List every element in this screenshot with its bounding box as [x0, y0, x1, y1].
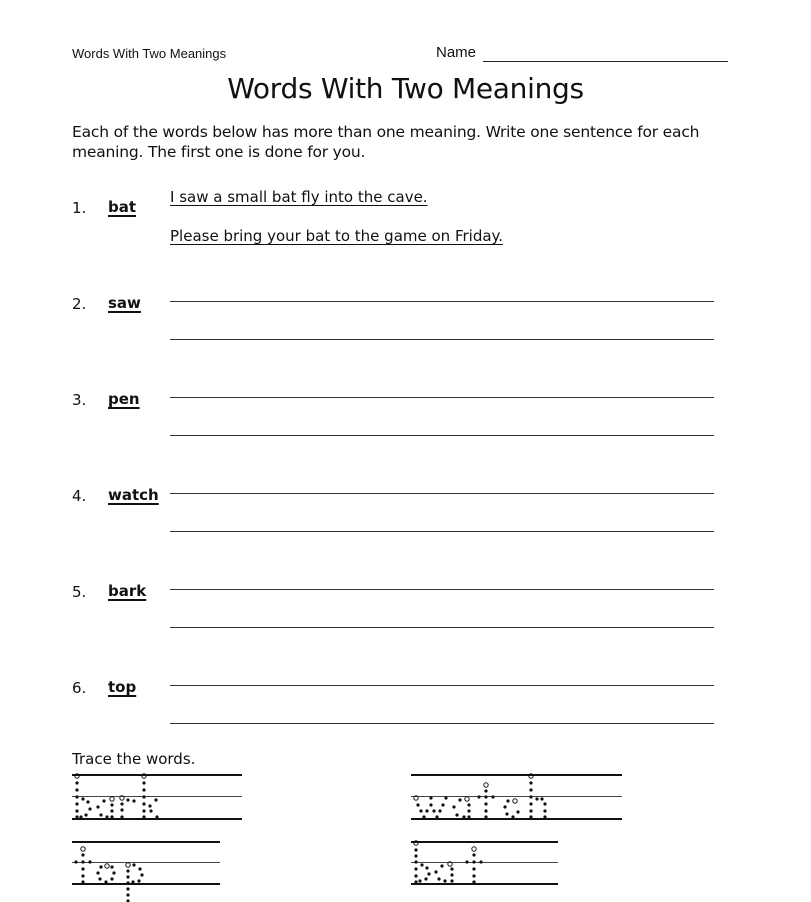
- item-number: 5.: [72, 583, 87, 601]
- trace-box-bat[interactable]: [411, 841, 558, 889]
- item-word: top: [108, 678, 137, 696]
- answer-line-1[interactable]: [170, 589, 714, 590]
- item-word: saw: [108, 294, 141, 312]
- name-label: Name: [436, 44, 477, 61]
- answer-line-2[interactable]: [170, 531, 714, 532]
- item-word: bark: [108, 582, 147, 600]
- trace-box-watch[interactable]: [411, 774, 622, 822]
- sample-sentence-2: Please bring your bat to the game on Friday.: [170, 227, 504, 245]
- page-title: Words With Two Meanings: [227, 72, 584, 105]
- answer-line-1[interactable]: [170, 301, 714, 302]
- dotted-word-top: [72, 841, 220, 902]
- answer-line-1[interactable]: [170, 493, 714, 494]
- trace-heading: Trace the words.: [72, 750, 196, 768]
- answer-line-2[interactable]: [170, 435, 714, 436]
- item-number: 3.: [72, 391, 87, 409]
- item-number: 2.: [72, 295, 87, 313]
- item-word: bat: [108, 198, 137, 216]
- item-number: 1.: [72, 199, 87, 217]
- item-word: watch: [108, 486, 159, 504]
- answer-line-1[interactable]: [170, 397, 714, 398]
- item-number: 4.: [72, 487, 87, 505]
- instructions: Each of the words below has more than one meaning. Write one sentence for each meaning. The first one is done for you.: [72, 123, 700, 161]
- item-word: pen: [108, 390, 140, 408]
- dotted-word-bark: [72, 774, 242, 822]
- dotted-word-watch: [411, 774, 622, 822]
- answer-line-2[interactable]: [170, 627, 714, 628]
- sample-sentence-1: I saw a small bat fly into the cave.: [170, 188, 428, 206]
- item-number: 6.: [72, 679, 87, 697]
- trace-box-bark[interactable]: [72, 774, 242, 822]
- trace-box-top[interactable]: [72, 841, 220, 902]
- worksheet-header-label: Words With Two Meanings: [72, 46, 227, 61]
- answer-line-1[interactable]: [170, 685, 714, 686]
- dotted-word-bat: [411, 841, 558, 889]
- answer-line-2[interactable]: [170, 723, 714, 724]
- name-field-line[interactable]: [483, 61, 728, 62]
- answer-line-2[interactable]: [170, 339, 714, 340]
